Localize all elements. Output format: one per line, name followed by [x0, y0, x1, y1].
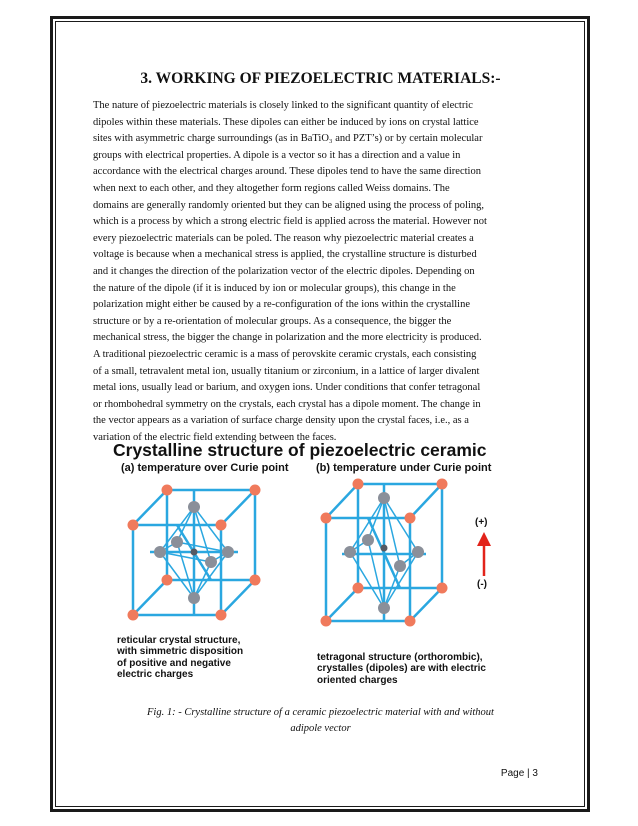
- caption-line: reticular crystal structure,: [117, 635, 241, 646]
- paragraph-line: which is a process by which a strong electric field is applied across the material. However not: [93, 216, 487, 228]
- paragraph-line: accordance with the electrical charges around. These dipoles tend to have the same direction: [93, 166, 481, 178]
- lattice-edges: [326, 484, 442, 621]
- paragraph-line: polarization might either be caused by a re-configuration of the ions within the crystalline: [93, 299, 471, 311]
- paragraph-line: the vector appears as a variation of surface charge density upon the crystal faces, i.e., as a: [93, 415, 469, 427]
- paragraph-line: dipoles within these materials. These dipoles can either be induced by ions on crystal lattice: [93, 116, 479, 128]
- paragraph-line: when next to each other, and they altogether form regions called Weiss domains. The: [93, 182, 450, 194]
- positive-label: (+): [475, 517, 488, 528]
- paragraph-line: The nature of piezoelectric materials is closely linked to the significant quantity of electric: [93, 100, 473, 111]
- caption-line: oriented charges: [317, 674, 398, 686]
- paragraph-line: structure or by a re-orientation of molecular groups. As a consequence, the bigger the: [93, 315, 452, 327]
- paragraph-line: domains are generally randomly oriented but they can be aligned using the process of poling,: [93, 199, 485, 211]
- caption-line: adipole vector: [290, 723, 351, 734]
- paragraph-line: metal ions, usually lead or barium, and oxygen ions. Under conditions that confer tetragonal: [93, 382, 481, 394]
- center-ion: [381, 545, 388, 552]
- paragraph-line: sites with asymmetric charge surroundings (as in BaTiO₃ and PZT’s) or by certain molecular: [93, 133, 483, 145]
- paragraph-line: voltage is because when a mechanical stress is applied, the crystalline structure is disturbed: [93, 249, 477, 261]
- paragraph-line: mechanical stress, the bigger the change in polarization and the more electricity is produced.: [93, 332, 482, 344]
- paragraph-line: and it changes the direction of the polarization vector of the electric dipoles. Depending on: [93, 265, 475, 277]
- paragraph-line: A traditional piezoelectric ceramic is a mass of perovskite ceramic crystals, each consisting: [93, 348, 477, 360]
- panel-b-label: (b) temperature under Curie point: [316, 462, 492, 474]
- caption-line: crystalles (dipoles) are with electric: [317, 663, 486, 675]
- panel-b-caption: [317, 652, 486, 686]
- tetragonal-lattice-diagram: [318, 476, 468, 631]
- crystal-structure-figure: [113, 440, 533, 702]
- paragraph-line: or rhombohedral symmetry on the crystals, each crystal has a dipole moment. The change in: [93, 398, 481, 410]
- panel-a-label: (a) temperature over Curie point: [121, 462, 289, 474]
- paragraph-line: variation of the electric field extending between the faces.: [93, 431, 337, 443]
- figure-caption: [93, 705, 548, 737]
- body-paragraph: [93, 98, 543, 446]
- caption-line: of positive and negative: [117, 657, 231, 669]
- caption-line: Fig. 1: - Crystalline structure of a ceramic piezoelectric material with and without: [147, 707, 494, 718]
- page-number: Page | 3: [500, 768, 538, 779]
- paragraph-line: of a small, tetravalent metal ion, usually titanium or zirconium, in a lattice of larger divalent: [93, 365, 480, 377]
- caption-line: with simmetric disposition: [117, 646, 244, 658]
- section-heading: 3. WORKING OF PIEZOELECTRIC MATERIALS:-: [140, 70, 501, 87]
- paragraph-line: the nature of the dipole (if it is induced by ion or molecular groups), this change in the: [93, 282, 456, 294]
- figure-title: Crystalline structure of piezoelectric ceramic: [113, 440, 487, 460]
- paragraph-line: groups with electrical properties. A dipole is a vector so it has a direction and a value in: [93, 149, 461, 161]
- cubic-lattice-diagram: [123, 480, 273, 630]
- paragraph-line: every piezoelectric materials can be poled. The reason why piezoelectric material creates a: [93, 232, 474, 244]
- dipole-arrow-icon: [477, 532, 491, 576]
- caption-line: electric charges: [117, 669, 194, 681]
- negative-label: (-): [477, 579, 487, 590]
- caption-line: tetragonal structure (orthorombic),: [317, 652, 483, 663]
- center-ion: [191, 549, 198, 556]
- panel-a-caption: [117, 635, 243, 681]
